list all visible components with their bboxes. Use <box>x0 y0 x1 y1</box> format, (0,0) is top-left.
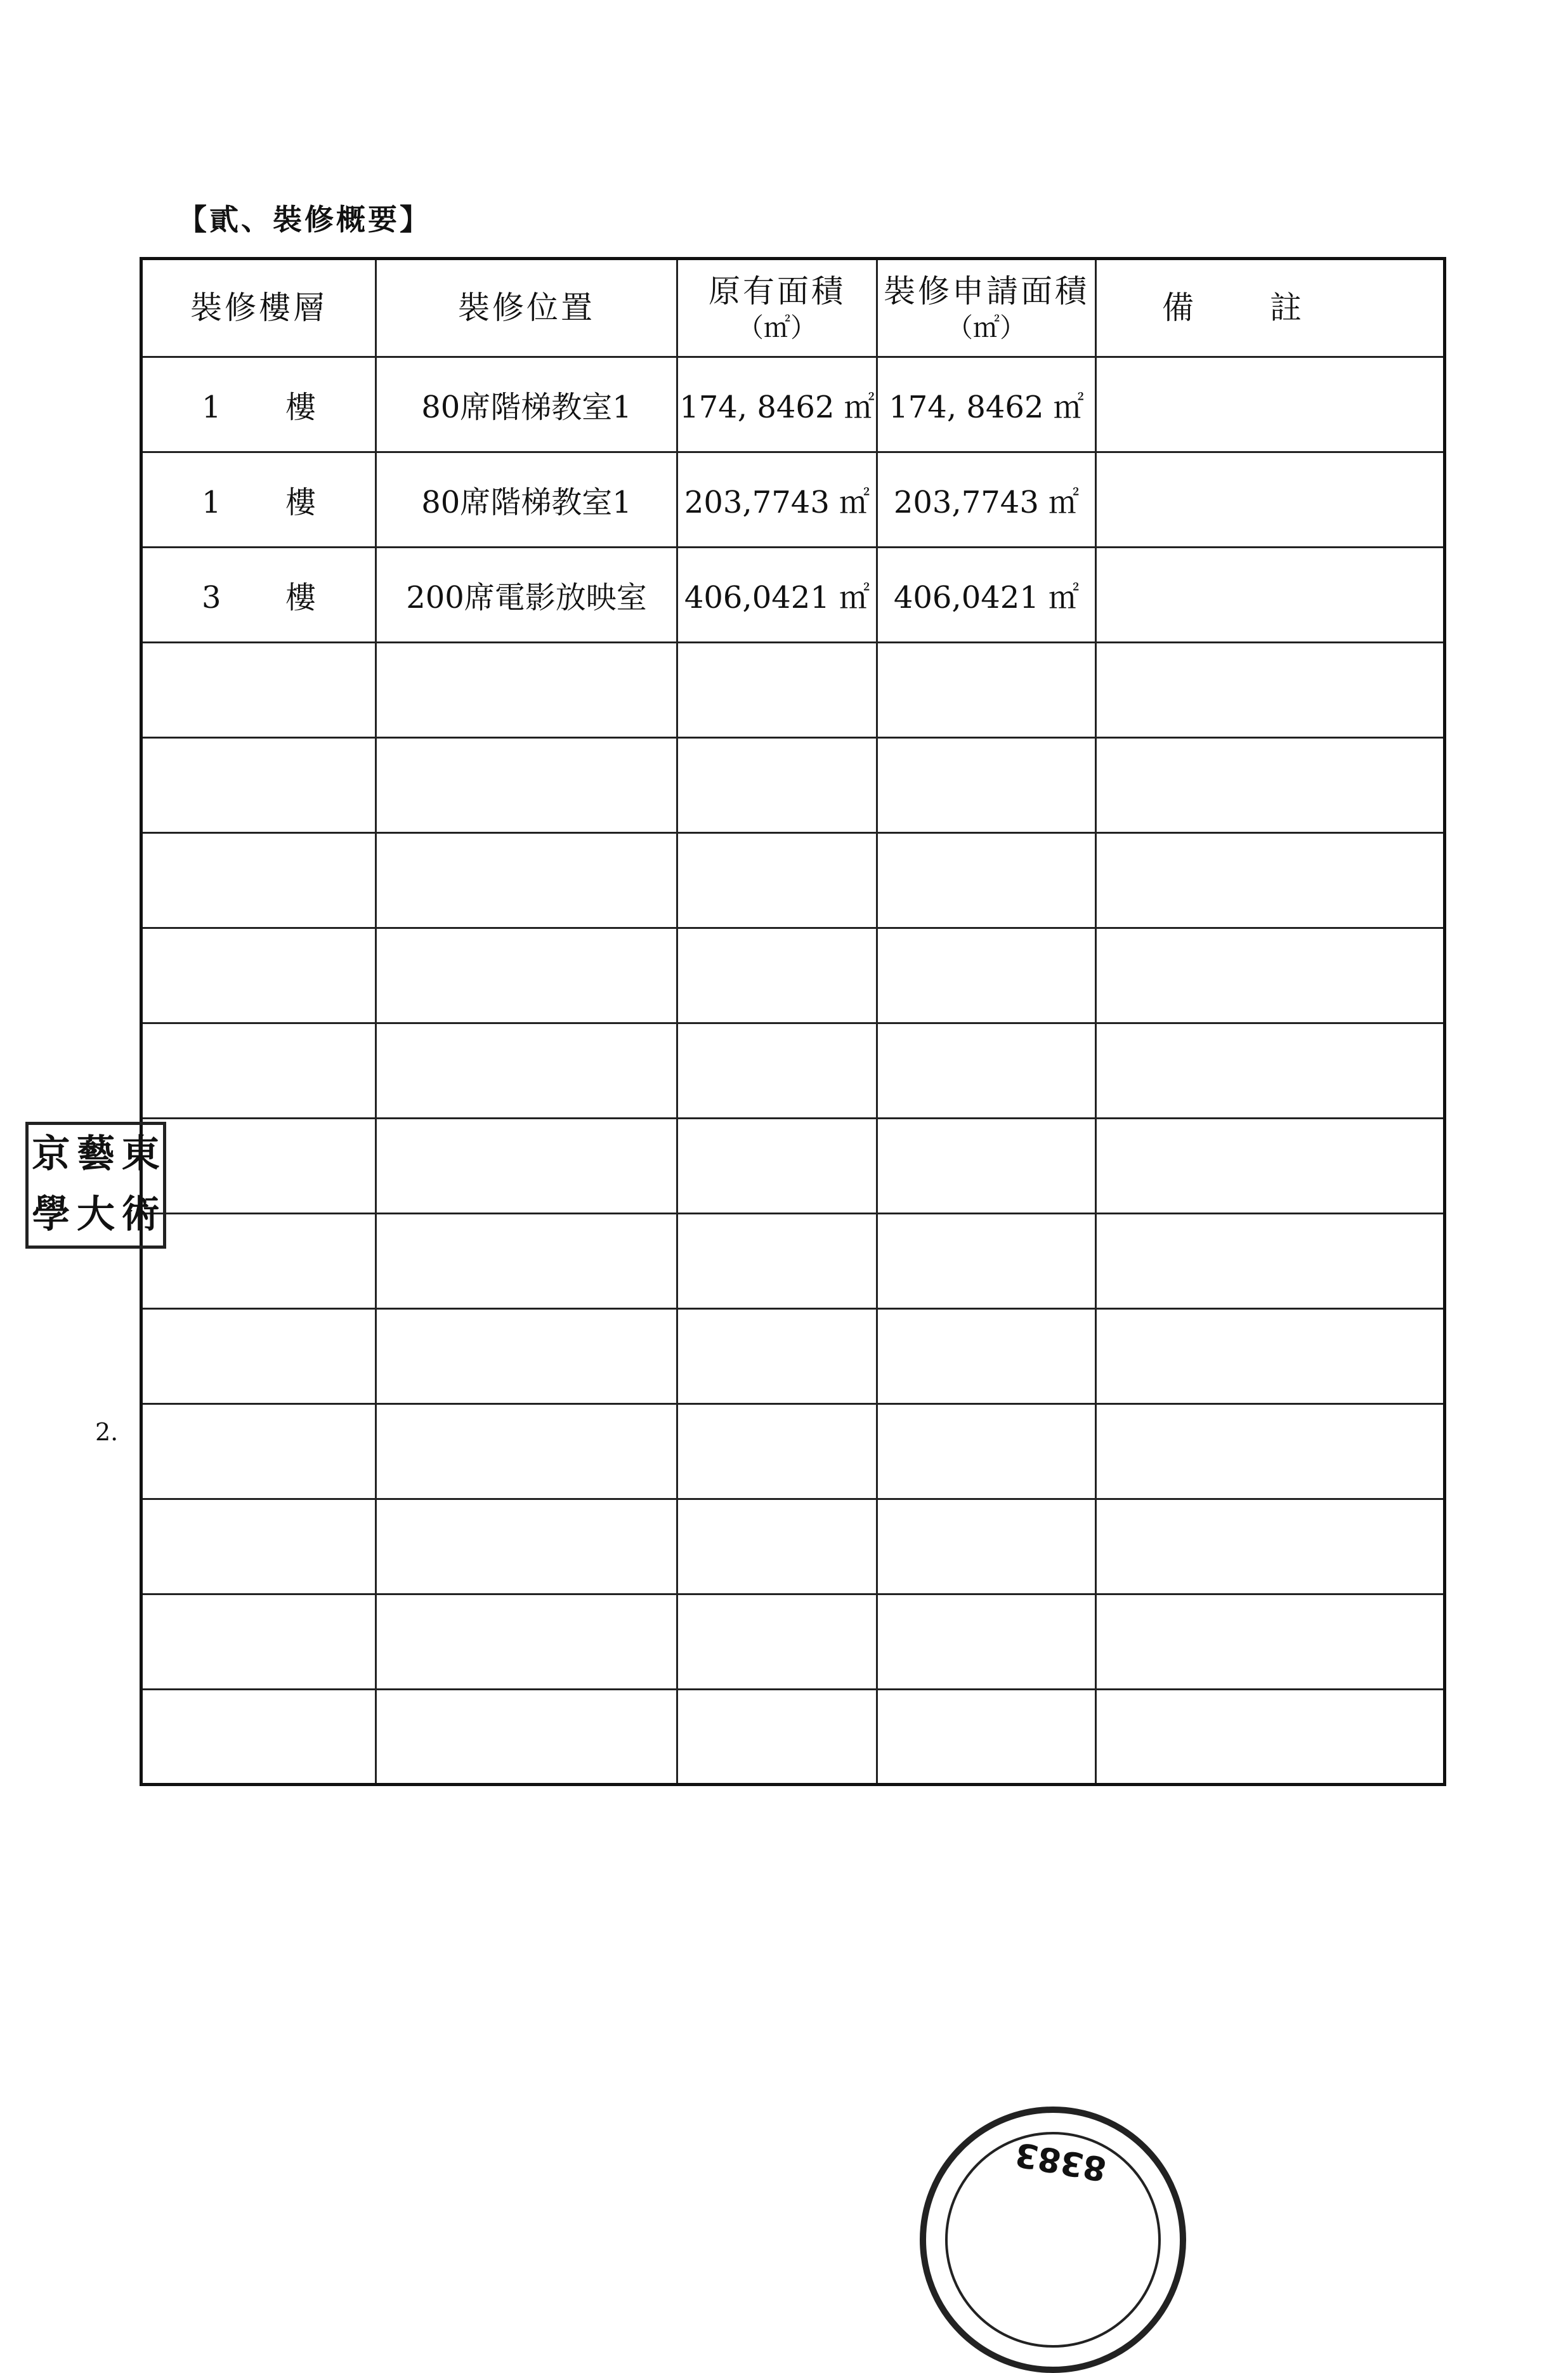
empty-table-row <box>141 928 1445 1023</box>
requested-area-cell: 406,0421 ㎡ <box>877 548 1096 643</box>
round-stamp-number: 8383 <box>1012 2134 1109 2188</box>
empty-table-row <box>141 833 1445 928</box>
empty-table-row <box>141 1309 1445 1404</box>
header-original-area-unit: （㎡） <box>736 312 817 343</box>
empty-table-row <box>141 1023 1445 1119</box>
floor-number: 1 <box>202 485 221 520</box>
original-area-cell: 203,7743 ㎡ <box>677 452 877 548</box>
floor-number: 3 <box>202 580 221 615</box>
remarks-cell <box>1096 548 1445 643</box>
header-remarks-label: 備註 <box>1162 289 1378 327</box>
header-requested-area <box>877 259 1096 357</box>
header-floor: 裝修樓層 <box>141 259 376 357</box>
floor-cell <box>141 548 376 643</box>
floor-label: 樓 <box>285 485 316 520</box>
empty-table-row <box>141 738 1445 833</box>
margin-number: 2. <box>95 1418 119 1446</box>
remarks-cell <box>1096 357 1445 452</box>
table-row <box>141 548 1445 643</box>
remarks-cell <box>1096 452 1445 548</box>
floor-cell <box>141 357 376 452</box>
floor-cell <box>141 452 376 548</box>
empty-table-row <box>141 1594 1445 1690</box>
university-seal-stamp: 京 藝 東 學 大 術 <box>25 1122 166 1249</box>
original-area-cell: 174, 8462 ㎡ <box>677 357 877 452</box>
empty-table-row <box>141 1499 1445 1594</box>
header-requested-area-label: 裝修申請面積 <box>884 273 1089 310</box>
empty-table-row <box>141 1404 1445 1499</box>
requested-area-cell: 203,7743 ㎡ <box>877 452 1096 548</box>
location-cell: 80席階梯教室1 <box>376 452 677 548</box>
table-header-row <box>141 259 1445 357</box>
location-cell: 80席階梯教室1 <box>376 357 677 452</box>
table-row <box>141 452 1445 548</box>
empty-table-row <box>141 1119 1445 1214</box>
floor-number: 1 <box>202 390 221 425</box>
section-title: 【貳、裝修概要】 <box>178 202 431 237</box>
header-location: 裝修位置 <box>376 259 677 357</box>
header-original-area <box>677 259 877 357</box>
floor-label: 樓 <box>285 390 316 425</box>
empty-table-row <box>141 1690 1445 1785</box>
header-remarks <box>1096 259 1445 357</box>
header-requested-area-unit: （㎡） <box>946 312 1026 343</box>
table-row <box>141 357 1445 452</box>
requested-area-cell: 174, 8462 ㎡ <box>877 357 1096 452</box>
original-area-cell: 406,0421 ㎡ <box>677 548 877 643</box>
renovation-summary-table <box>140 257 1446 1786</box>
floor-label: 樓 <box>285 580 316 615</box>
header-original-area-label: 原有面積 <box>709 273 846 310</box>
empty-table-row <box>141 643 1445 738</box>
empty-table-row <box>141 1214 1445 1309</box>
location-cell: 200席電影放映室 <box>376 548 677 643</box>
round-stamp <box>920 2107 1186 2373</box>
